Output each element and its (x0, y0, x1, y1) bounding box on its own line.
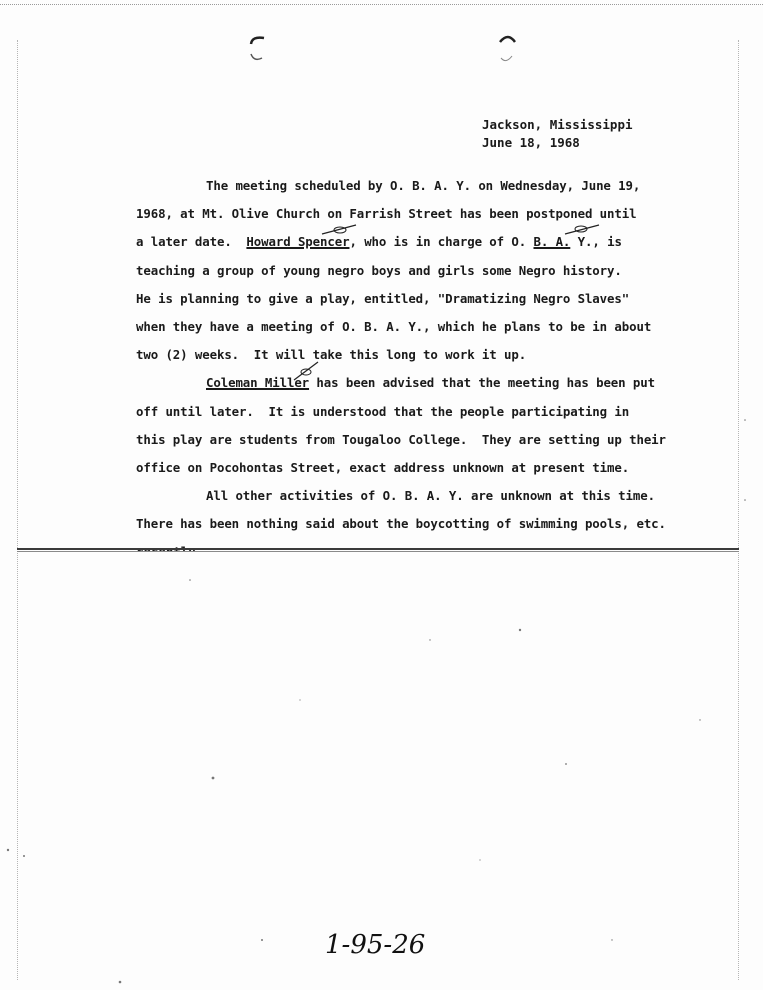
text-segment: , who is in charge of O. (349, 234, 527, 250)
underlined-name: Coleman Miller (206, 375, 310, 391)
text-segment: a later date. (136, 234, 232, 250)
text-line: All other activities of O. B. A. Y. are unknown at this time. (206, 488, 655, 504)
location: Jackson, Mississippi (482, 117, 633, 132)
text-line: when they have a meeting of O. B. A. Y., which he plans to be in about (136, 318, 652, 334)
text-segment: Y., is (577, 234, 622, 250)
text-line: He is planning to give a play, entitled, "Dramatizing Negro Slaves" (136, 290, 630, 306)
text-line: The meeting scheduled by O. B. A. Y. on Wednesday, June 19, (206, 178, 641, 193)
text-line: two (2) weeks. It will take this long to work it up. (136, 347, 527, 363)
text-line: 1968, at Mt. Olive Church on Farrish Street has been postponed until (136, 206, 637, 222)
file-number-text: 1-95-26 (325, 930, 426, 960)
underlined-abbreviation: B. A. (533, 234, 571, 250)
text-line: this play are students from Tougaloo College. They are setting up their (136, 431, 666, 447)
text-line: teaching a group of young negro boys and girls some Negro history. (136, 262, 622, 278)
text-line: There has been nothing said about the boycotting of swimming pools, etc. (136, 516, 666, 532)
underlined-name: Howard Spencer (246, 234, 350, 250)
text-line: office on Pocohontas Street, exact address unknown at present time. (136, 459, 630, 475)
text-line: off until later. It is understood that the people participating in (136, 403, 630, 419)
date: June 18, 1968 (482, 135, 580, 150)
text-segment: has been advised that the meeting has been put (309, 375, 655, 391)
